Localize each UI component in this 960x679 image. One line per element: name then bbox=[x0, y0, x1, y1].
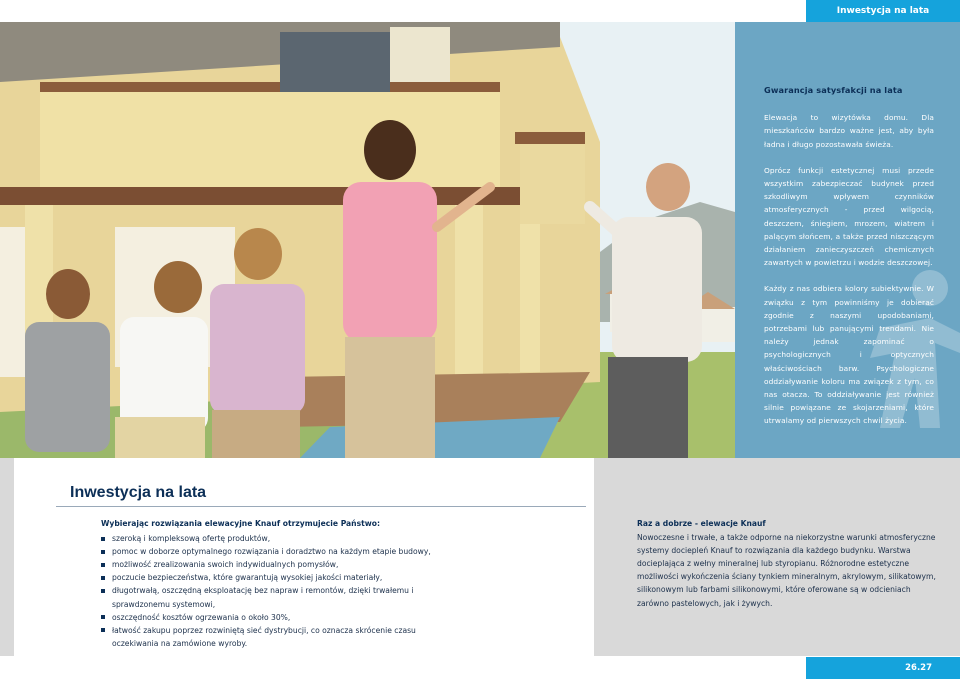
panel-text bbox=[764, 84, 934, 441]
gray-margin bbox=[0, 458, 14, 656]
panel-paragraph: Elewacja to wizytówka domu. Dla mieszkańców bardzo ważne jest, aby była ładna i długo pozostawała świeża. bbox=[764, 113, 934, 149]
benefit-item: możliwość zrealizowania swoich indywidualnych pomysłów, bbox=[101, 558, 446, 571]
info-panel bbox=[735, 22, 960, 458]
benefits-section bbox=[101, 517, 446, 650]
benefits-heading: Wybierając rozwiązania elewacyjne Knauf otrzymujecie Państwo: bbox=[101, 519, 381, 528]
benefit-item: pomoc w doborze optymalnego rozwiązania i doradztwo na każdym etapie budowy, bbox=[101, 545, 446, 558]
family-house-photo bbox=[0, 22, 735, 458]
panel-paragraph: Oprócz funkcji estetycznej musi przede wszystkim zabezpieczać budynek przed szkodliwym wpływem czynników atmosferycznych - przed wilgocią, deszczem, śniegiem, mrozem, wiatrem i palącym słońcem, a także przed niszczącym działaniem zanieczyszczeń chemicznych zawartych w powietrzu i wodzie deszczowej. bbox=[764, 165, 934, 268]
section-tab: Inwestycja na lata bbox=[806, 0, 960, 22]
benefit-item: szeroką i kompleksową ofertę produktów, bbox=[101, 532, 446, 545]
benefit-item: poczucie bezpieczeństwa, które gwarantują wysokiej jakości materiały, bbox=[101, 571, 446, 584]
systems-body: Nowoczesne i trwałe, a także odporne na niekorzystne warunki atmosferyczne systemy dociepleń Knauf to rozwiązania dla każdego budynku. Warstwa docieplająca z wełny mineralnej lub styropianu. Różnorodne estetyczne możliwości wykończenia ściany tynkiem mineralnym, akrylowym, silikatowym, silikonowym lub farbami silikonowymi, które oferowane są w odcieniach zarówno pastelowych, jak i żywych. bbox=[637, 533, 936, 608]
panel-title: Gwarancja satysfakcji na lata bbox=[764, 85, 903, 95]
page-numbers: 26.27 bbox=[806, 657, 960, 679]
systems-section bbox=[637, 517, 937, 610]
benefit-item: oszczędność kosztów ogrzewania o około 30%, bbox=[101, 611, 446, 624]
page-title: Inwestycja na lata bbox=[70, 484, 207, 501]
title-divider bbox=[56, 506, 586, 507]
benefit-item: łatwość zakupu poprzez rozwiniętą sieć dystrybucji, co oznacza skrócenie czasu oczekiwania na zamówione wyroby. bbox=[101, 624, 446, 650]
systems-heading: Raz a dobrze - elewacje Knauf bbox=[637, 519, 766, 528]
panel-paragraph: Każdy z nas odbiera kolory subiektywnie. W związku z tym powinniśmy je dobierać zgodnie z naszymi upodobaniami, potrzebami lub panującymi trendami. Nie należy jednak zapominać o psychologicznych i optycznych właściwościach barw. Psychologiczne oddziaływanie koloru ma związek z tym, co nas otacza. To oddziaływanie jest również silnie powiązane ze skojarzeniami, które utrwalamy od pierwszych chwil życia. bbox=[764, 284, 934, 426]
benefit-item: długotrwałą, oszczędną eksploatację bez napraw i remontów, dzięki trwałemu i sprawdzonemu systemowi, bbox=[101, 584, 446, 610]
